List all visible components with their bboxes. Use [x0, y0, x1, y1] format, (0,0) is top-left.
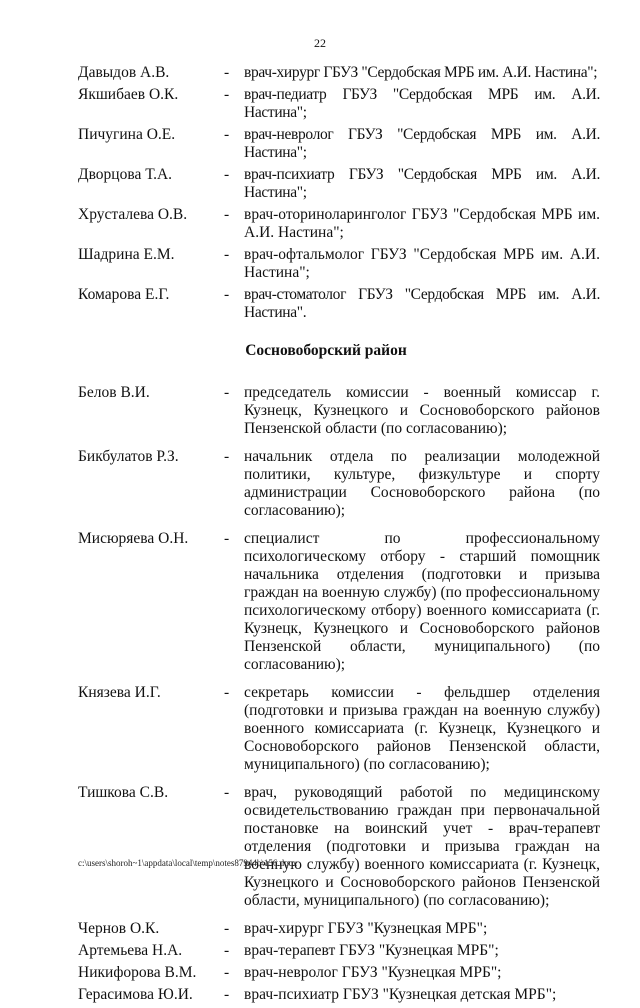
person-role: врач-педиатр ГБУЗ "Сердобская МРБ им. А.И. Настина"; — [244, 86, 600, 121]
person-role: секретарь комиссии - фельдшер отделения (подготовки и призыва граждан на военную службу) военного комиссариата (г. Кузнецк, Кузнецкого и Сосновоборского районов Пензенской области, муниципального) (по согласованию); — [244, 684, 600, 773]
entry-row — [0, 530, 640, 674]
entry-row — [0, 684, 640, 774]
person-name: Чернов О.К. — [78, 920, 160, 937]
entry-dash: - — [224, 206, 230, 223]
person-name: Хрусталева О.В. — [78, 206, 188, 223]
person-role: врач-хирург ГБУЗ "Сердобская МРБ им. А.И. Настина"; — [244, 64, 598, 81]
person-role: врач-невролог ГБУЗ "Кузнецкая МРБ"; — [244, 964, 502, 981]
person-role: председатель комиссии - военный комиссар г. Кузнецк, Кузнецкого и Сосновоборского районов Пензенской области (по согласованию); — [244, 384, 600, 437]
person-role: начальник отдела по реализации молодежной политики, культуре, физкультуре и спорту администрации Сосновоборского района (по согласованию); — [244, 448, 600, 519]
person-role: врач-терапевт ГБУЗ "Кузнецкая МРБ"; — [244, 942, 499, 959]
person-name: Князева И.Г. — [78, 684, 161, 701]
entry-dash: - — [224, 964, 230, 981]
person-name: Белов В.И. — [78, 384, 150, 401]
entry-row — [0, 166, 640, 202]
entry-row — [0, 942, 640, 960]
footer-file-path: c:\users\shoroh~1\appdata\local\temp\notes87944b\156.docx — [78, 858, 298, 868]
person-name: Мисюряева О.Н. — [78, 530, 189, 547]
entry-dash: - — [224, 684, 230, 701]
entry-dash: - — [224, 784, 230, 801]
person-role: специалист по профессиональному психологическому отбору - старший помощник начальника отделения (подготовки и призыва граждан на военную службу) (по профессиональному психологическому отбору) военного комиссариата (г. Кузнецк, Кузнецкого и Сосновоборского районов Пензенской области, муниципального) (по согласованию); — [244, 530, 600, 673]
entry-row — [0, 64, 640, 82]
entry-row — [0, 286, 640, 322]
person-role: врач, руководящий работой по медицинскому освидетельствованию граждан при первоначальной постановке на воинский учет - врач-терапевт отделения (подготовки и призыва граждан на военную службу) военного комиссариата (г. Кузнецк, Кузнецкого и Сосновоборского районов Пензенской области, муниципального) (по согласованию); — [244, 784, 600, 909]
entry-dash: - — [224, 126, 230, 143]
person-role: врач-оториноларинголог ГБУЗ "Сердобская МРБ им. А.И. Настина"; — [244, 206, 600, 241]
person-name: Шадрина Е.М. — [78, 246, 175, 263]
person-name: Герасимова Ю.И. — [78, 986, 193, 1003]
entry-dash: - — [224, 942, 230, 959]
entry-row — [0, 86, 640, 122]
entry-dash: - — [224, 86, 230, 103]
entry-dash: - — [224, 246, 230, 263]
person-name: Никифорова В.М. — [78, 964, 197, 981]
entry-dash: - — [224, 448, 230, 465]
entry-dash: - — [224, 166, 230, 183]
person-name: Комарова Е.Г. — [78, 286, 170, 303]
person-name: Дворцова Т.А. — [78, 166, 173, 183]
person-role: врач-невролог ГБУЗ "Сердобская МРБ им. А.И. Настина"; — [244, 126, 600, 161]
entry-row — [0, 986, 640, 1004]
entry-dash: - — [224, 920, 230, 937]
entry-row — [0, 126, 640, 162]
person-role: врач-психиатр ГБУЗ "Сердобская МРБ им. А.И. Настина"; — [244, 166, 600, 201]
entry-row — [0, 920, 640, 938]
person-name: Тишкова С.В. — [78, 784, 169, 801]
person-name: Якшибаев О.К. — [78, 86, 179, 103]
person-name: Артемьева Н.А. — [78, 942, 183, 959]
entry-dash: - — [224, 986, 230, 1003]
person-role: врач-психиатр ГБУЗ "Кузнецкая детская МРБ"; — [244, 986, 557, 1003]
entry-dash: - — [224, 530, 230, 547]
entry-dash: - — [224, 64, 230, 81]
person-name: Пичугина О.Е. — [78, 126, 176, 143]
entry-row — [0, 384, 640, 438]
page-number: 22 — [314, 36, 326, 50]
person-role: врач-стоматолог ГБУЗ "Сердобская МРБ им. А.И. Настина". — [244, 286, 600, 321]
entry-row — [0, 964, 640, 982]
section-title: Сосновоборский район — [245, 342, 407, 359]
person-role: врач-офтальмолог ГБУЗ "Сердобская МРБ им. А.И. Настина"; — [244, 246, 600, 281]
person-name: Бикбулатов Р.З. — [78, 448, 179, 465]
person-role: врач-хирург ГБУЗ "Кузнецкая МРБ"; — [244, 920, 488, 937]
entry-row — [0, 448, 640, 520]
person-name: Давыдов А.В. — [78, 64, 170, 81]
entry-dash: - — [224, 286, 230, 303]
entry-row — [0, 246, 640, 282]
entry-row — [0, 784, 640, 910]
entry-row — [0, 206, 640, 242]
entry-dash: - — [224, 384, 230, 401]
